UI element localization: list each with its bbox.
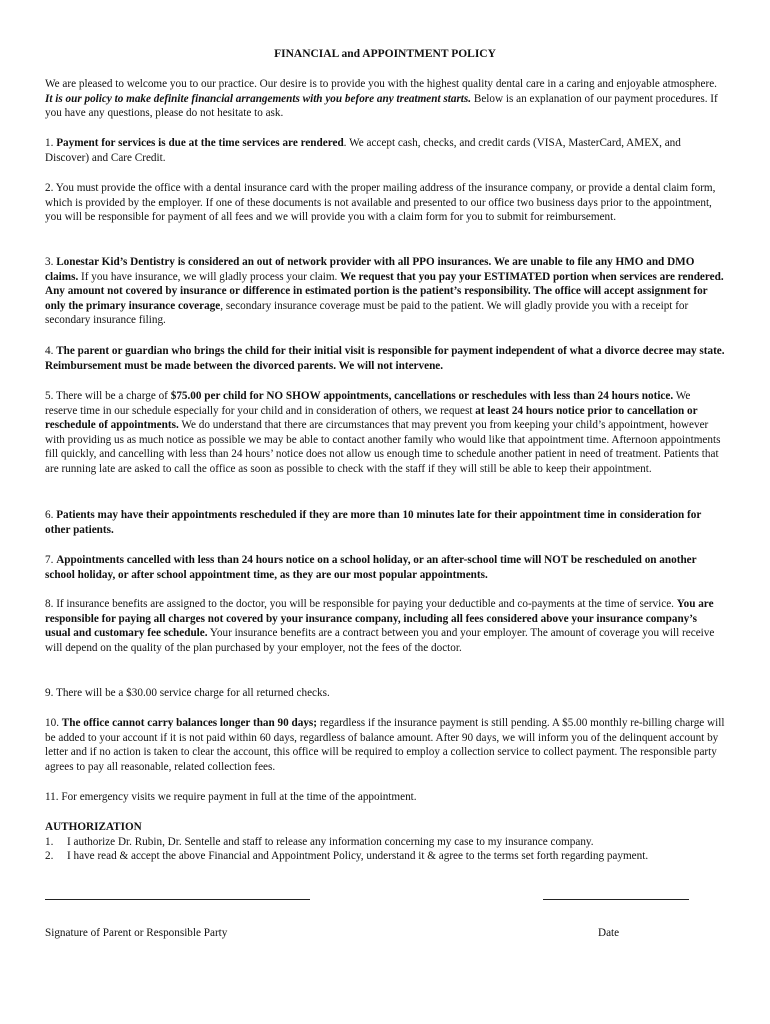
authorization-item: 1. I authorize Dr. Rubin, Dr. Sentelle and staff to release any information concerning my case to my insurance company. bbox=[45, 835, 594, 848]
authorization-item: 2. I have read & accept the above Financial and Appointment Policy, understand it & agree to the terms set forth regarding payment. bbox=[45, 850, 649, 863]
signature-label: Signature of Parent or Responsible Party bbox=[45, 927, 228, 939]
date-label: Date bbox=[598, 927, 620, 939]
policy-item-4: 4. The parent or guardian who brings the child for their initial visit is responsible for payment independent of what a divorce decree may state. Reimbursement must be made between the divorced parents. We will not intervene. bbox=[45, 345, 725, 372]
policy-item-6: 6. Patients may have their appointments rescheduled if they are more than 10 minutes late for their appointment time in consideration for other patients. bbox=[45, 509, 702, 536]
policy-item-10: 10. The office cannot carry balances longer than 90 days; regardless if the insurance payment is still pending. A $5.00 monthly re-billing charge will be added to your account if it is not paid within 60 days, regardless of balance amount. After 90 days, we will inform you of the delinquent account by letter and if no action is taken to clear the account, this office will be required to employ a collection service to collect payment. The responsible party agrees to pay all reasonable, related collection fees. bbox=[45, 717, 725, 773]
policy-item-5: 5. There will be a charge of $75.00 per child for NO SHOW appointments, cancellations or reschedules with less than 24 hours notice. We reserve time in our schedule especially for your child and in consideration of others, we request at least 24 hours notice prior to cancellation or reschedule of appointments. We do understand that there are circumstances that may prevent you from keeping your child’s appointment, however with providing us as much notice as possible we may be able to contact another family who would like that appointment time. Afternoon appointments fill quickly, and cancelling with less than 24 hours’ notice does not allow us enough time to schedule another patient in need of treatment. Patients that are running late are asked to call the office as soon as possible to check with the staff if they will still be able to keep their appointment. bbox=[45, 390, 721, 475]
policy-item-2: 2. You must provide the office with a dental insurance card with the proper mailing address of the insurance company, or provide a dental claim form, which is provided by the employer. If one of these documents is not available and presented to our office two business days prior to the appointment, you will be responsible for payment of all fees and we will provide you with a claim form for you to submit for reimbursement. bbox=[45, 182, 716, 224]
date-line[interactable] bbox=[543, 899, 689, 900]
intro-paragraph: We are pleased to welcome you to our practice. Our desire is to provide you with the highest quality dental care in a caring and enjoyable atmosphere. It is our policy to make definite financial arrangements with you before any treatment starts. Below is an explanation of our payment procedures. If you have any questions, please do not hesitate to ask. bbox=[45, 78, 718, 120]
policy-item-7: 7. Appointments cancelled with less than 24 hours notice on a school holiday, or an after-school time will NOT be rescheduled on another school holiday, or after school appointment time, as they are our most popular appointments. bbox=[45, 554, 697, 581]
policy-item-8: 8. If insurance benefits are assigned to the doctor, you will be responsible for paying your deductible and co-payments at the time of service. You are responsible for paying all charges not covered by your insurance company, including all fees considered above your insurance company’s usual and customary fee schedule. Your insurance benefits are a contract between you and your employer. The amount of coverage you will receive will depend on the quality of the plan purchased by your employer, not the fees of the doctor. bbox=[45, 598, 715, 654]
policy-item-11: 11. For emergency visits we require payment in full at the time of the appointment. bbox=[45, 791, 417, 803]
policy-item-9: 9. There will be a $30.00 service charge for all returned checks. bbox=[45, 687, 330, 699]
document-title: FINANCIAL and APPOINTMENT POLICY bbox=[274, 48, 496, 60]
policy-item-1: 1. Payment for services is due at the time services are rendered. We accept cash, checks, and credit cards (VISA, MasterCard, AMEX, and Discover) and Care Credit. bbox=[45, 137, 681, 164]
authorization-section bbox=[45, 820, 725, 864]
signature-line[interactable] bbox=[45, 899, 310, 900]
policy-item-3: 3. Lonestar Kid’s Dentistry is considered an out of network provider with all PPO insurances. We are unable to file any HMO and DMO claims. If you have insurance, we will gladly process your claim. We request that you pay your ESTIMATED portion when services are rendered. Any amount not covered by insurance or difference in estimated portion is the patient’s responsibility. The office will accept assignment for only the primary insurance coverage, secondary insurance coverage must be paid to the patient. We will gladly provide you with a receipt for secondary insurance filing. bbox=[45, 256, 724, 327]
authorization-heading: AUTHORIZATION bbox=[45, 821, 142, 833]
